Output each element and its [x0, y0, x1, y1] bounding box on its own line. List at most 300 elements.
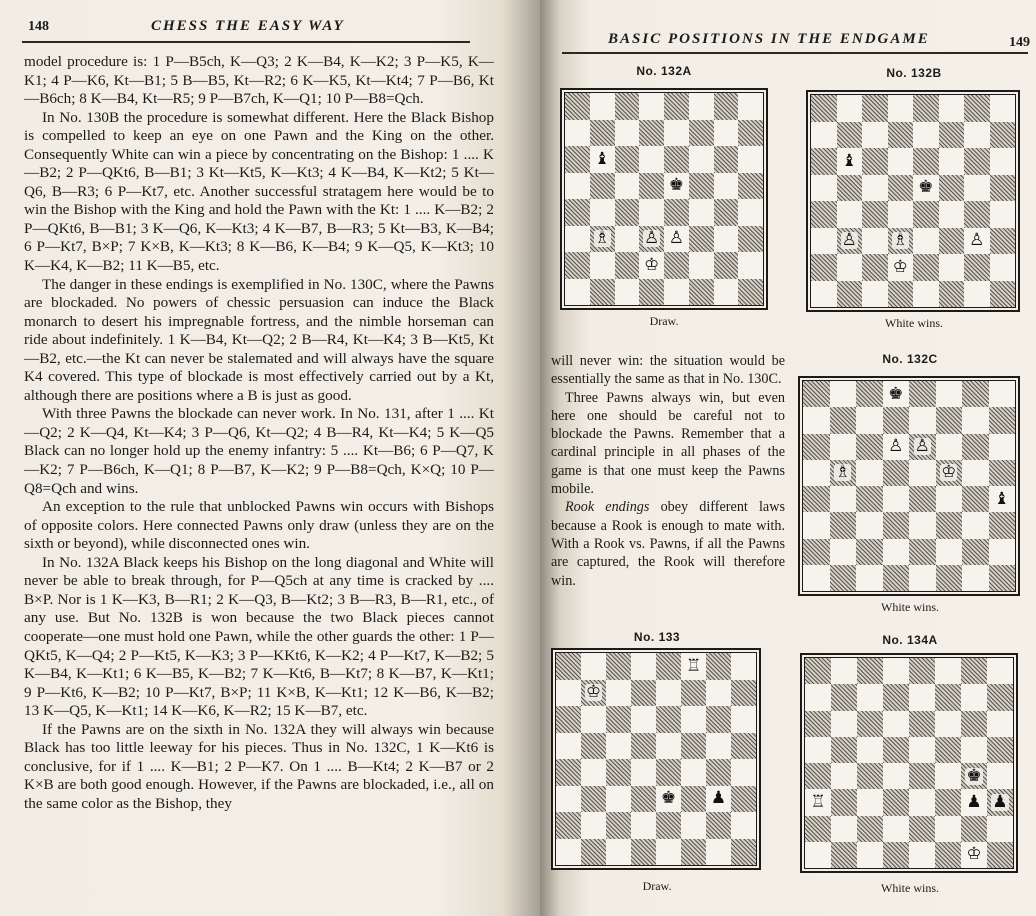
board-square-c8: [857, 658, 883, 684]
board-square-h7: [731, 680, 756, 707]
board-square-a7: [556, 680, 581, 707]
board-square-c6: [862, 148, 888, 175]
board-square-b4: [590, 199, 615, 226]
board-square-c1: [856, 565, 883, 591]
board-square-d2: [883, 816, 909, 842]
board-square-h8: [987, 658, 1013, 684]
board-square-h8: [990, 95, 1016, 122]
board-square-b5: [830, 460, 857, 486]
board-square-h8: [738, 93, 763, 120]
board-square-a3: [805, 789, 831, 815]
board-square-h6: [987, 711, 1013, 737]
board-square-d2: [888, 254, 914, 281]
board-square-e3: [664, 226, 689, 253]
chess-piece-icon: ♔: [644, 254, 660, 275]
board-square-f5: [939, 175, 965, 202]
chess-piece-icon: ♝: [841, 150, 857, 171]
header-rule: [562, 52, 1028, 54]
board-square-b4: [830, 486, 857, 512]
board-square-b5: [837, 175, 863, 202]
board-square-f8: [681, 653, 706, 680]
chess-piece-icon: ♚: [966, 765, 982, 786]
board-square-b3: [581, 786, 606, 813]
board-square-d3: [883, 512, 910, 538]
board-square-g1: [962, 565, 989, 591]
chess-board: [804, 657, 1014, 869]
board-square-a4: [565, 199, 590, 226]
board-square-d2: [883, 539, 910, 565]
chess-piece-icon: ♙: [841, 230, 857, 251]
board-square-g6: [961, 711, 987, 737]
board-square-c4: [857, 763, 883, 789]
board-square-f2: [936, 539, 963, 565]
board-square-a4: [811, 201, 837, 228]
board-square-b8: [831, 658, 857, 684]
board-square-g2: [962, 539, 989, 565]
board-square-g7: [961, 684, 987, 710]
board-square-h3: [989, 512, 1016, 538]
chess-piece-icon: ♟: [992, 791, 1008, 812]
board-square-b2: [837, 254, 863, 281]
board-square-b6: [831, 711, 857, 737]
board-square-e6: [913, 148, 939, 175]
board-square-e4: [909, 763, 935, 789]
board-square-f5: [936, 460, 963, 486]
chess-board-frame: [798, 376, 1020, 596]
board-square-f7: [936, 407, 963, 433]
board-square-g1: [964, 281, 990, 308]
board-square-e3: [909, 512, 936, 538]
board-square-b2: [830, 539, 857, 565]
board-square-g5: [962, 460, 989, 486]
board-square-g7: [706, 680, 731, 707]
paragraph: With three Pawns the blockade can never work. In No. 131, after 1 .... Kt—Q2; 2 K—Q4, Kt—K4; 3 P—Q6, Kt—Q2; 4 B—R4, Kt—K4; 5 K—Q5 Black can no longer hold up the enemy infantry: 5 .... Kt—B6; 6 P—Q7, K—K2; 7 P—B6ch, K—Q1; 8 P—B7, K—K2; 9 P—B8=Qch, K×Q; 10 P—Q8=Qch and wins.: [24, 405, 494, 497]
board-square-g5: [706, 733, 731, 760]
board-square-c8: [856, 381, 883, 407]
board-square-e7: [664, 120, 689, 147]
board-square-h5: [731, 733, 756, 760]
board-square-f5: [935, 737, 961, 763]
board-square-b3: [831, 789, 857, 815]
paragraph: model procedure is: 1 P—B5ch, K—Q3; 2 K—B4, K—K2; 3 P—K5, K—K1; 4 P—K6, Kt—B1; 5 B—B5, Kt—R2; 6 K—K5, Kt—Kt4; 7 P—B6, Kt—B6ch; 8 K—B4, Kt—R5; 9 P—B7ch, K—Q1; 10 P—B8=Qch.: [24, 53, 494, 108]
board-square-e2: [909, 539, 936, 565]
board-square-e2: [656, 812, 681, 839]
board-square-c5: [856, 460, 883, 486]
board-square-g8: [714, 93, 739, 120]
board-square-b4: [581, 759, 606, 786]
board-square-e8: [909, 381, 936, 407]
chess-board-frame: [806, 90, 1020, 312]
board-square-a7: [805, 684, 831, 710]
board-square-f3: [939, 228, 965, 255]
board-square-b6: [590, 146, 615, 173]
board-square-b8: [837, 95, 863, 122]
board-square-e1: [913, 281, 939, 308]
diagram-132a: [559, 64, 769, 334]
board-square-h8: [731, 653, 756, 680]
board-square-a2: [811, 254, 837, 281]
board-square-a2: [803, 539, 830, 565]
chess-board: [810, 94, 1016, 308]
board-square-e8: [656, 653, 681, 680]
board-square-a7: [565, 120, 590, 147]
board-square-g4: [961, 763, 987, 789]
board-square-e2: [909, 816, 935, 842]
diagram-caption: White wins.: [881, 600, 939, 614]
board-square-g2: [961, 816, 987, 842]
board-square-b7: [830, 407, 857, 433]
board-square-a2: [805, 816, 831, 842]
chess-piece-icon: ♖: [810, 791, 826, 812]
board-square-f5: [681, 733, 706, 760]
board-square-g2: [706, 812, 731, 839]
board-square-c6: [857, 711, 883, 737]
board-square-b8: [581, 653, 606, 680]
board-square-d7: [883, 684, 909, 710]
board-square-c7: [857, 684, 883, 710]
board-square-f3: [936, 512, 963, 538]
diagram-132b: [805, 66, 1023, 336]
board-square-a3: [811, 228, 837, 255]
board-square-a4: [556, 759, 581, 786]
board-square-h3: [990, 228, 1016, 255]
board-square-e6: [664, 146, 689, 173]
board-square-a5: [811, 175, 837, 202]
board-square-d3: [888, 228, 914, 255]
board-square-f3: [935, 789, 961, 815]
board-square-c6: [856, 434, 883, 460]
chess-piece-icon: ♚: [888, 383, 904, 404]
board-square-b2: [831, 816, 857, 842]
board-square-e1: [656, 839, 681, 866]
board-square-h1: [989, 565, 1016, 591]
board-square-h6: [989, 434, 1016, 460]
chess-piece-icon: ♔: [941, 462, 957, 483]
board-square-g6: [706, 706, 731, 733]
board-square-d8: [888, 95, 914, 122]
board-square-h1: [731, 839, 756, 866]
page-number: 148: [28, 19, 49, 34]
board-square-f6: [689, 146, 714, 173]
chess-piece-icon: ♝: [994, 488, 1010, 509]
board-square-c6: [606, 706, 631, 733]
board-square-a6: [803, 434, 830, 460]
diagram-caption: Draw.: [642, 879, 672, 893]
board-square-c4: [862, 201, 888, 228]
board-square-a5: [556, 733, 581, 760]
board-square-e5: [656, 733, 681, 760]
diagram-title: No. 132C: [882, 352, 938, 366]
board-square-g4: [962, 486, 989, 512]
board-square-b1: [830, 565, 857, 591]
paragraph: In No. 132A Black keeps his Bishop on the long diagonal and White will never be able to break through, for P—Q5ch at any time is cracked by .... B×P. Nor is 1 K—K3, B—R1; 2 K—Q3, B—Kt2; 3 B—R3, B—R1, etc., of any use. But No. 132B is won because the two Black pieces cannot cooperate—one must hold one Pawn, while the other guards the other: 1 P—QKt5, K—Q4; 2 P—Kt5, K—K3; 3 P—KKt6, K—K2; 4 P—Kt7, K—B2; 5 K—B4, K—Kt1; 6 K—B5, K—B2; 7 K—Kt6, B—Kt7; 8 K—B7, K—Kt1; 9 P—Kt6, K—B2; 10 P—Kt7, B×P; 11 K×B, K—Kt1; 12 K—B6, K—B2; 13 K—Q5, K—Kt1; 14 K—K6, K—R2; 15 K—B7, etc.: [24, 553, 494, 720]
board-square-b2: [581, 812, 606, 839]
board-square-g6: [962, 434, 989, 460]
board-square-d4: [883, 486, 910, 512]
board-square-g8: [964, 95, 990, 122]
board-square-d3: [639, 226, 664, 253]
board-square-a1: [805, 842, 831, 868]
board-square-b5: [581, 733, 606, 760]
board-square-c1: [615, 279, 640, 306]
board-square-h4: [738, 199, 763, 226]
board-square-b1: [837, 281, 863, 308]
board-square-f7: [689, 120, 714, 147]
board-square-a4: [803, 486, 830, 512]
diagram-title: No. 132B: [886, 66, 942, 80]
board-square-g5: [961, 737, 987, 763]
diagram-134a: [799, 633, 1021, 903]
board-square-b4: [831, 763, 857, 789]
chess-piece-icon: ♖: [685, 655, 702, 676]
chess-piece-icon: ♟: [710, 788, 727, 809]
chess-piece-icon: ♙: [668, 228, 684, 249]
board-square-e7: [913, 122, 939, 149]
board-square-b2: [590, 252, 615, 279]
board-square-e5: [913, 175, 939, 202]
board-square-h2: [987, 816, 1013, 842]
board-square-h2: [738, 252, 763, 279]
board-square-a8: [805, 658, 831, 684]
board-square-c7: [856, 407, 883, 433]
board-square-g7: [962, 407, 989, 433]
board-square-h4: [987, 763, 1013, 789]
board-square-a1: [556, 839, 581, 866]
board-square-a3: [565, 226, 590, 253]
board-square-h4: [731, 759, 756, 786]
chess-piece-icon: ♔: [892, 256, 908, 277]
board-square-c2: [857, 816, 883, 842]
board-square-a8: [565, 93, 590, 120]
board-square-e7: [656, 680, 681, 707]
board-square-f8: [936, 381, 963, 407]
board-square-g4: [706, 759, 731, 786]
board-square-h5: [990, 175, 1016, 202]
paragraph: The danger in these endings is exemplified in No. 130C, where the Pawns are blockaded. No powers of chessic persuasion can induce the Black monarch to desert his impregnable fortress, and the nimble horseman can ride about indefinitely. 1 K—B4, Kt—Q2; 2 B—R4, Kt—K4; 3 B—Kt5, Kt—B2, etc.—the Kt can never be stalemated and will always have the square K4 covered. This type of blockade is most effectively carried out by a Kt, although there are positions where a B is just as good.: [24, 275, 494, 404]
board-square-c6: [615, 146, 640, 173]
board-square-f1: [681, 839, 706, 866]
chess-board: [555, 652, 757, 866]
board-square-h1: [987, 842, 1013, 868]
board-square-c4: [615, 199, 640, 226]
board-square-f7: [939, 122, 965, 149]
header-rule: [22, 41, 470, 43]
board-square-d6: [888, 148, 914, 175]
board-square-c5: [606, 733, 631, 760]
board-square-e5: [909, 460, 936, 486]
board-square-e1: [664, 279, 689, 306]
board-square-g8: [962, 381, 989, 407]
board-square-a4: [805, 763, 831, 789]
board-square-g3: [962, 512, 989, 538]
board-square-d3: [631, 786, 656, 813]
board-square-d5: [883, 737, 909, 763]
right-page: [540, 0, 1036, 916]
board-square-e8: [909, 658, 935, 684]
board-square-c3: [615, 226, 640, 253]
board-square-h6: [738, 146, 763, 173]
board-square-g1: [706, 839, 731, 866]
board-square-d4: [888, 201, 914, 228]
board-square-g6: [714, 146, 739, 173]
chess-piece-icon: ♔: [585, 682, 602, 703]
board-square-c7: [615, 120, 640, 147]
board-square-d6: [883, 711, 909, 737]
board-square-d2: [639, 252, 664, 279]
board-square-b5: [831, 737, 857, 763]
board-square-a3: [556, 786, 581, 813]
board-square-b7: [831, 684, 857, 710]
board-square-f7: [935, 684, 961, 710]
board-square-f6: [681, 706, 706, 733]
paragraph: Three Pawns always win, but even here one should be careful not to blockade the Pawns. Remember that a cardinal principle in all phases of the game is that one must keep the Pawns mobile.: [551, 389, 785, 498]
board-square-a8: [556, 653, 581, 680]
board-square-a8: [803, 381, 830, 407]
board-square-f5: [689, 173, 714, 200]
board-square-a2: [556, 812, 581, 839]
board-square-e4: [656, 759, 681, 786]
diagram-title: No. 132A: [636, 64, 692, 78]
board-square-d8: [639, 93, 664, 120]
board-square-f4: [681, 759, 706, 786]
board-square-d1: [883, 842, 909, 868]
board-square-d1: [888, 281, 914, 308]
board-square-e7: [909, 684, 935, 710]
page-number: 149: [1009, 35, 1030, 50]
chess-piece-icon: ♚: [918, 177, 934, 198]
board-square-a5: [805, 737, 831, 763]
board-square-b6: [837, 148, 863, 175]
board-square-a7: [811, 122, 837, 149]
chess-piece-icon: ♙: [644, 228, 660, 249]
board-square-f1: [939, 281, 965, 308]
board-square-e6: [656, 706, 681, 733]
diagram-133: [550, 630, 764, 900]
board-square-d5: [631, 733, 656, 760]
board-square-d1: [639, 279, 664, 306]
board-square-f4: [939, 201, 965, 228]
board-square-b1: [590, 279, 615, 306]
board-square-d6: [631, 706, 656, 733]
board-square-a1: [803, 565, 830, 591]
board-square-c3: [856, 512, 883, 538]
board-square-h3: [987, 789, 1013, 815]
board-square-f8: [689, 93, 714, 120]
board-square-g1: [714, 279, 739, 306]
paragraph: will never win: the situation would be essentially the same as that in No. 130C.: [551, 353, 785, 388]
board-square-c8: [862, 95, 888, 122]
board-square-h2: [989, 539, 1016, 565]
board-square-g4: [714, 199, 739, 226]
board-square-e4: [913, 201, 939, 228]
rook-endings-term: Rook endings: [565, 499, 650, 516]
diagram-132c: [797, 352, 1023, 622]
board-square-h2: [731, 812, 756, 839]
board-square-f8: [935, 658, 961, 684]
board-square-e6: [909, 434, 936, 460]
board-square-a6: [811, 148, 837, 175]
chess-piece-icon: ♗: [835, 462, 851, 483]
board-square-h4: [989, 486, 1016, 512]
diagram-caption: White wins.: [881, 881, 939, 895]
chess-board: [564, 92, 764, 306]
board-square-e7: [909, 407, 936, 433]
board-square-d6: [639, 146, 664, 173]
chess-piece-icon: ♔: [966, 844, 982, 865]
chess-piece-icon: ♚: [660, 788, 677, 809]
board-square-f2: [939, 254, 965, 281]
chess-piece-icon: ♙: [969, 230, 985, 251]
board-square-e3: [909, 789, 935, 815]
board-square-b5: [590, 173, 615, 200]
board-square-c3: [862, 228, 888, 255]
board-square-c8: [606, 653, 631, 680]
board-square-c5: [862, 175, 888, 202]
board-square-g4: [964, 201, 990, 228]
board-square-g8: [961, 658, 987, 684]
chess-piece-icon: ♗: [892, 230, 908, 251]
board-square-d5: [883, 460, 910, 486]
board-square-e8: [913, 95, 939, 122]
board-square-b3: [830, 512, 857, 538]
board-square-g3: [714, 226, 739, 253]
board-square-f3: [689, 226, 714, 253]
board-square-b4: [837, 201, 863, 228]
board-square-d4: [631, 759, 656, 786]
board-square-b7: [590, 120, 615, 147]
paragraph-continuation: obey different laws because a Rook is enough to mate with. With a Rook vs. Pawns, if all the Pawns are captured, the Rook will therefore win.: [551, 499, 785, 589]
board-square-d5: [639, 173, 664, 200]
board-square-c1: [862, 281, 888, 308]
running-head: CHESS THE EASY WAY: [151, 18, 345, 34]
running-head: BASIC POSITIONS IN THE ENDGAME: [608, 31, 930, 47]
board-square-d5: [888, 175, 914, 202]
board-square-h3: [731, 786, 756, 813]
board-square-c4: [856, 486, 883, 512]
chess-board-frame: [800, 653, 1018, 873]
chess-piece-icon: ♗: [594, 228, 610, 249]
board-square-b6: [830, 434, 857, 460]
board-square-h6: [731, 706, 756, 733]
board-square-f4: [689, 199, 714, 226]
board-square-g3: [961, 789, 987, 815]
board-square-e5: [909, 737, 935, 763]
diagram-title: No. 133: [633, 630, 681, 644]
board-square-a6: [556, 706, 581, 733]
board-square-a5: [565, 173, 590, 200]
board-square-b1: [831, 842, 857, 868]
board-square-c4: [606, 759, 631, 786]
chess-board-frame: [560, 88, 768, 310]
board-square-f2: [935, 816, 961, 842]
board-square-g7: [964, 122, 990, 149]
board-square-h1: [738, 279, 763, 306]
board-square-d6: [883, 434, 910, 460]
board-square-d4: [883, 763, 909, 789]
board-square-h1: [990, 281, 1016, 308]
paragraph: An exception to the rule that unblocked Pawns win occurs with Bishops of opposite colors. Here connected Pawns only draw (unless they are on the sixth or beyond), while disconnected ones win.: [24, 498, 494, 553]
board-square-h7: [990, 122, 1016, 149]
board-square-a8: [811, 95, 837, 122]
board-square-d7: [631, 680, 656, 707]
board-square-b6: [581, 706, 606, 733]
board-square-e2: [664, 252, 689, 279]
board-square-d7: [888, 122, 914, 149]
board-square-g7: [714, 120, 739, 147]
board-square-f4: [936, 486, 963, 512]
board-square-f1: [935, 842, 961, 868]
chess-piece-icon: ♚: [668, 175, 684, 196]
